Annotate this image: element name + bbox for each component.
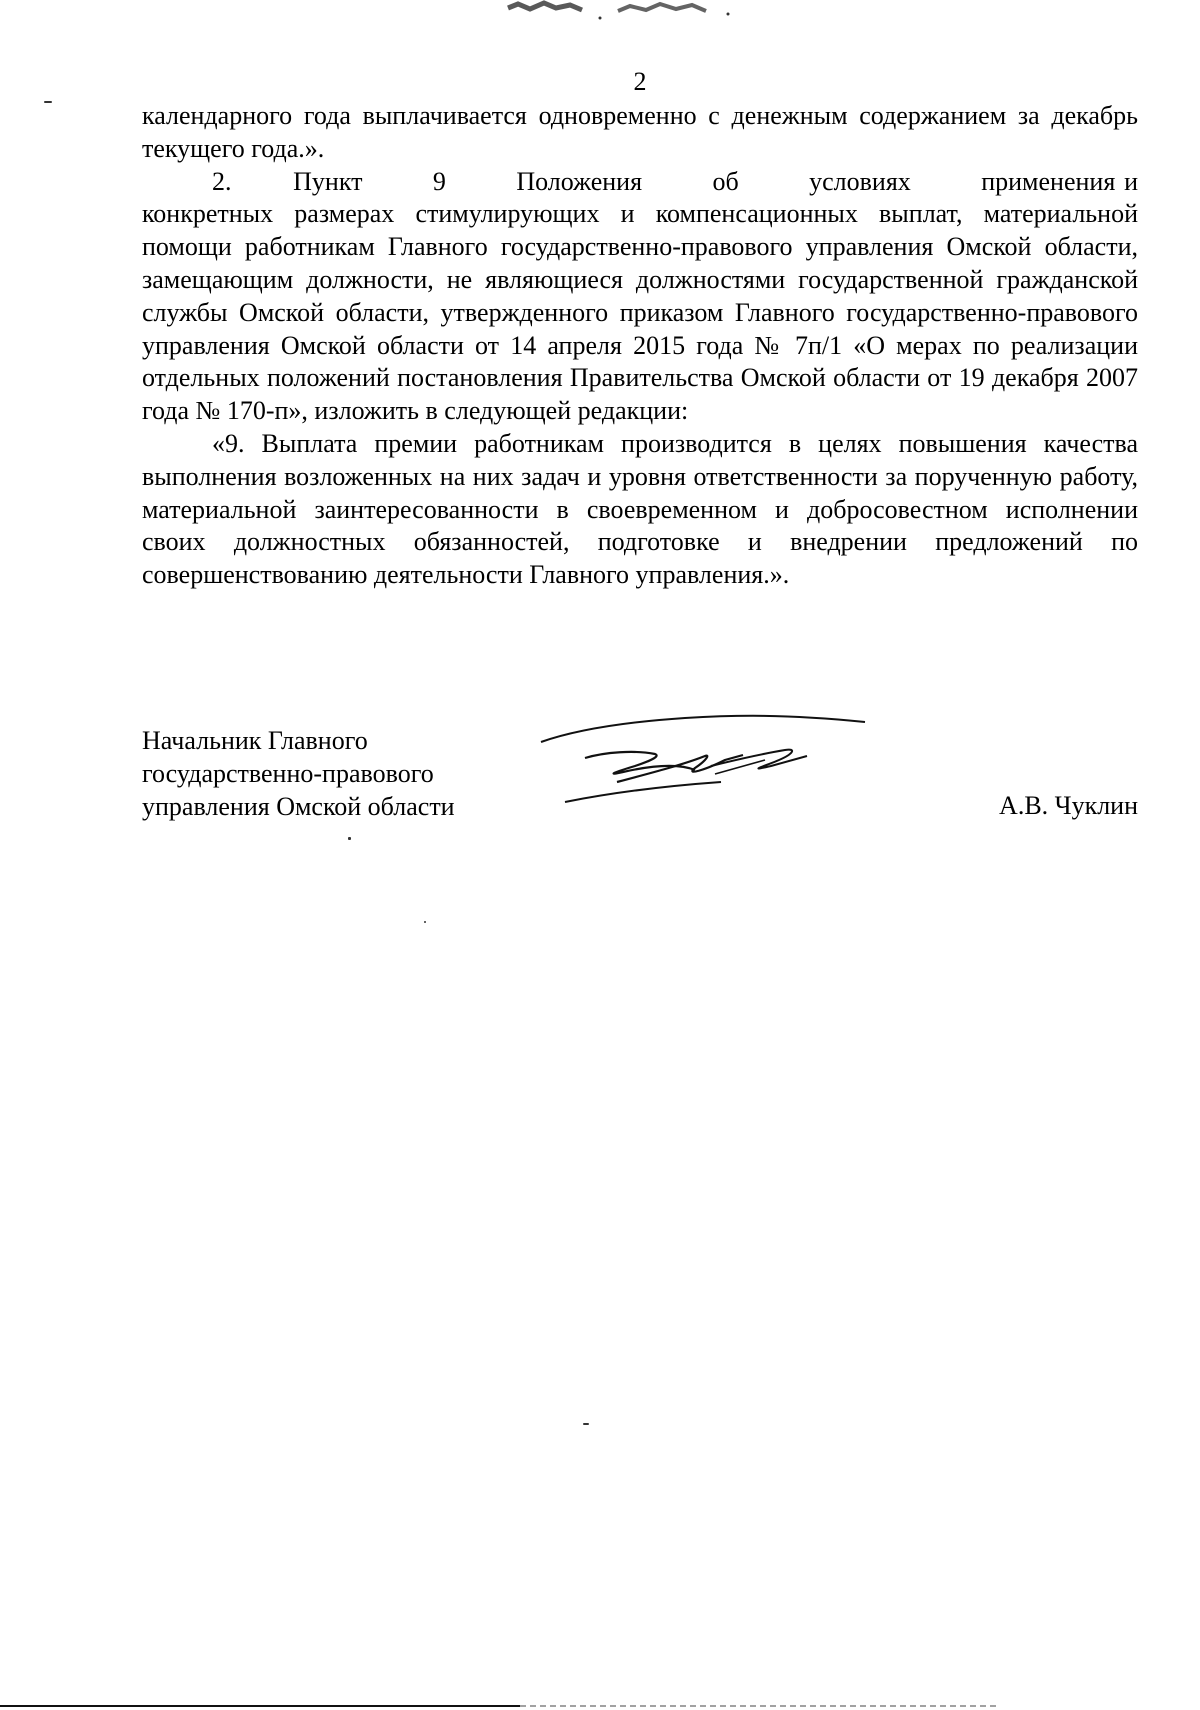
paragraph-continuation: календарного года выплачивается одновременно с денежным содержанием за декабрь текущего года.».: [142, 101, 1138, 163]
signer-position-line: Начальник Главного: [142, 726, 368, 755]
paragraph-item-2: 2. Пункт 9 Положения об условиях применения и конкретных размерах стимулирующих и компенсационных выплат, материальной помощи работникам Главного государственно-правового управления Омской области, замещающим должности, не являющиеся должностями государственной гражданской службы Омской области, утвержденного приказом Главного государственно-правового управления Омской области от 14 апреля 2015 года № 7п/1 «О мерах по реализации отдельных положений постановления Правительства Омской области от 19 декабря 2007 года № 170-п», изложить в следующей редакции:: [142, 166, 1138, 426]
scan-speck: [348, 837, 351, 840]
scan-speck: [44, 101, 52, 103]
scan-artifact-top: [500, 0, 740, 22]
paragraph-quoted-item-9: «9. Выплата премии работникам производится в целях повышения качества выполнения возложенных на них задач и уровня ответственности за порученную работу, материальной заинтересованности в своевременном и добросовестном исполнении своих должностных обязанностей, подготовке и внедрении предложений по совершенствованию деятельности Главного управления.».: [142, 428, 1138, 590]
handwritten-signature: [535, 710, 875, 810]
signer-name: А.В. Чуклин: [999, 791, 1138, 820]
signer-position-line: управления Омской области: [142, 791, 455, 821]
signer-position-line: государственно-правового: [142, 758, 434, 788]
scan-speck: [583, 1423, 589, 1425]
scan-artifact-bottom: [0, 1700, 1200, 1710]
signer-position: [142, 725, 455, 823]
scan-speck: [424, 921, 426, 923]
document-body: [142, 100, 1138, 592]
page-number: 2: [633, 67, 647, 96]
